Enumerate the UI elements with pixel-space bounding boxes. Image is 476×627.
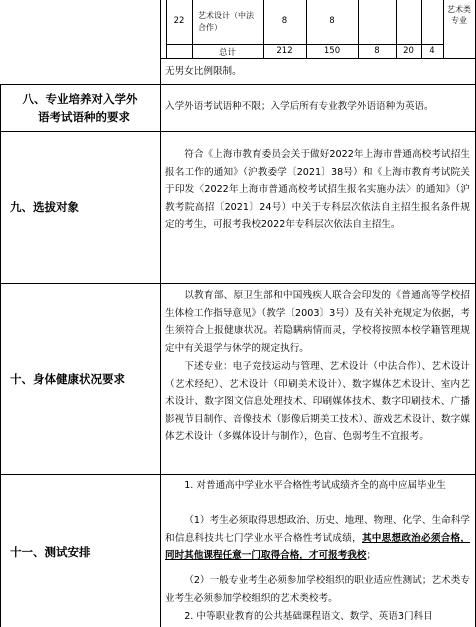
total-cell-c: 8 <box>374 46 380 56</box>
total-cell-d: 20 <box>403 46 414 56</box>
major-name-cell: 艺术设计（中法合作） <box>198 11 254 32</box>
row-number-cell: 22 <box>173 16 185 26</box>
section11-para3: （2）一般专业考生必须参加学校组织的职业适应性测试；艺术类专业考生必须参加学校组织的艺术类校考。 <box>165 575 470 604</box>
main-col-divider <box>160 0 161 627</box>
section10-para2: 下述专业：电子竞技运动与管理、艺术设计（中法合作）、艺术设计（艺术经纪）、艺术设计（印刷美术设计）、数字媒体艺术设计、室内艺术设计、数字图文信息处理技术、印刷媒体技术、数字印刷技术、广播影视节目制作、音像技术（影像后期美工技术）、游戏艺术设计、数字媒体艺术设计（多媒体设计与制作），色盲、色弱考生不宜报考。 <box>165 361 470 442</box>
row-divider-10 <box>0 283 476 284</box>
section11-para2-end: ； <box>366 550 377 561</box>
section11-para4: 2. 中等职业教育的公共基础课程语文、数学、英语3门科目 <box>184 611 433 622</box>
section8-title-line2: 语考试语种的要求 <box>38 110 130 124</box>
section10-para1: 以教育部、原卫生部和中国残疾人联合会印发的《普通高等学校招生体检工作指导意见》（教学〔2003〕3号）及有关补充规定为依据，考生须符合上报健康状况。若隐瞒病情而灵，学校将按照本校学籍管理规定中有关退学与休学的规定执行。 <box>165 290 470 354</box>
row-divider-9 <box>0 131 476 132</box>
section11-para2 <box>165 512 470 565</box>
section11-para2-bold: 其中思想政治必须合格，同时其他课程任意一门取得合格，才可报考我校 <box>165 532 470 561</box>
table-bottom-border <box>160 58 476 59</box>
total-cell-b: 150 <box>323 46 341 56</box>
table-col-divider-7 <box>443 0 444 58</box>
section11-para2-normal: （1）考生必须取得思想政治、历史、地理、物理、化学、生命科学和信息科技共七门学业水平合格性考试成绩， <box>165 515 470 544</box>
section10-title: 十、身体健康状况要求 <box>10 372 125 386</box>
section8-title-line1: 八、专业培养对入学外 <box>22 92 138 106</box>
total-cell-e: 4 <box>429 46 435 56</box>
plan-count-cell-a: 8 <box>281 16 288 26</box>
continuation-text: 无男女比例限制。 <box>165 66 242 77</box>
category-label-cell: 艺术类专业 <box>447 5 471 25</box>
row-divider-11 <box>0 474 476 475</box>
plan-count-cell-b: 8 <box>329 16 335 26</box>
table-border-left-top <box>166 0 167 58</box>
section8-content: 入学外语考试语种不限；入学后所有专业教学外语语种为英语。 <box>165 101 434 112</box>
total-cell-a: 212 <box>276 46 293 56</box>
row-divider-8 <box>0 84 476 85</box>
section11-para1: 1. 对普通高中学业水平合格性考试成绩齐全的高中应届毕业生 <box>184 480 446 491</box>
table-total-row-top <box>166 44 443 45</box>
total-label-cell: 总计 <box>218 48 236 58</box>
section11-title: 十一、测试安排 <box>10 545 91 559</box>
section8-title <box>0 90 160 126</box>
section9-content: 符合《上海市教育委员会关于做好2022年上海市普通高校考试招生报名工作的通知》（沪教委学〔2021〕38号）和《上海市教育考试院关于印发〈2022年上海市普通高校考试招生报名实施办法〉的通知》（沪教考院高招〔2021〕24号）中关于专科层次依法自主招生报名条件规定的考生，可报考我校2022年专科层次依法自主招生。 <box>165 149 470 230</box>
section9-title: 九、选拔对象 <box>10 200 79 214</box>
